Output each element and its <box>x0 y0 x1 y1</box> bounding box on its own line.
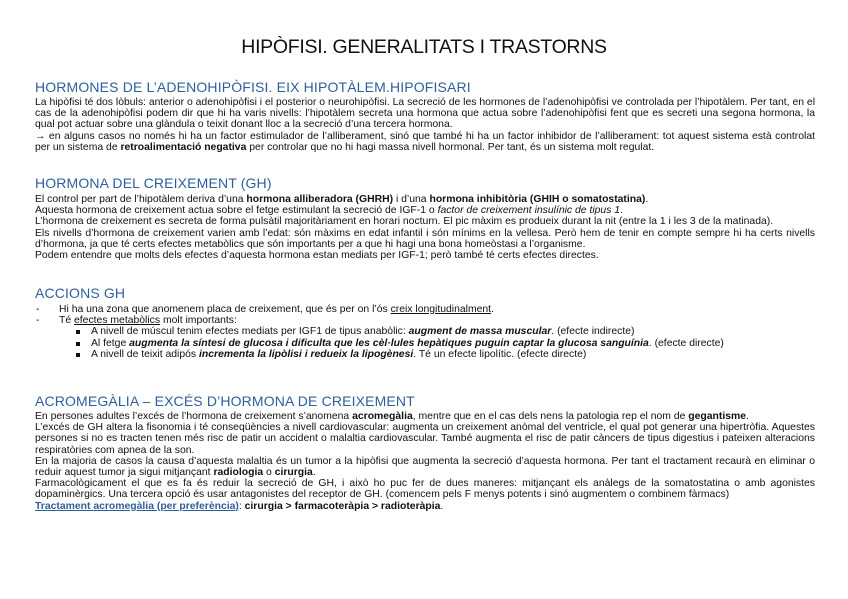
paragraph: L’excés de GH altera la fisonomia i té conseqüències a nivell cardiovascular: augmenta un creixement anòmal del ventricle, el qual pot generar una hipertròfia. Aquestes persones si no es tracten tenen més risc de patir un accident o malaltia cardiovascular. També augmenta el risc de patir càncers de tipus digestius i pateixen alteracions respiratòries com apnea de la son. <box>35 422 815 456</box>
list-item: - Hi ha una zona que anomenem placa de creixement, que és per on l’ós creix longitudinalment. <box>35 304 815 315</box>
section-body-acromegalia <box>35 411 815 512</box>
treatment-link[interactable]: Tractament acromegàlia (per preferència) <box>35 500 239 512</box>
paragraph: Farmacològicament el que es fa és reduir la secreció de GH, i això ho puc fer de dues maneres: mitjançant els anàlegs de la somatostatina o amb agonistes dopaminèrgics. Una tercera opció és usar antagonistes del receptor de GH. (comencem pels F menys potents i sinó augmentem o combinem fàrmacs) <box>35 478 815 501</box>
section-heading-adenohipofisi: HORMONES DE L’ADENOHIPÒFISI. EIX HIPOTÀLEM.HIPOFISARI <box>35 79 471 95</box>
paragraph: La hipòfisi té dos lòbuls: anterior o adenohipòfisi i el posterior o neurohipòfisi. La secreció de les hormones de l’adenohipòfisi ve controlada per l’hipotàlem. Per tant, en el cas de la adenohipòfisi podem dir que hi ha varis nivells: l’hipotàlem secreta una hormona que actua sobre l’adenohipòfisi fent que es secreti una segona hormona, la qual pot actuar sobre una glàndula o teixit donant lloc a la secreció d’una tercera hormona. <box>35 97 815 131</box>
paragraph: Tractament acromegàlia (per preferència): cirurgia > farmacoteràpia > radioteràpia. <box>35 500 444 512</box>
list-item: Al fetge augmenta la síntesi de glucosa i dificulta que les cèl·lules hepàtiques puguin captar la glucosa sanguínia. (efecte directe) <box>35 338 815 349</box>
paragraph: En la majoria de casos la causa d’aquesta malaltia és un tumor a la hipòfisi que augmenta la secreció d’aquesta hormona. Per tant el tractament recaurà en eliminar o reduir aquest tumor ja sigui mitjançant radiologia o cirurgia. <box>35 455 815 479</box>
list-item: - Té efectes metabòlics molt importants: A nivell de múscul tenim efectes mediats per IGF1 de tipus anabòlic: augment de massa muscular. (efecte indirecte) Al fetge augmenta la síntesi de glucosa i dificulta que les cèl·lules hepàtiques puguin captar la glucosa sanguínia. (efecte directe) A nivell de teixit adipós incrementa la lipòlisi i redueix la lipogènesi. Té un efecte lipolític. (efecte directe) <box>35 315 815 360</box>
paragraph: L’hormona de creixement es secreta de forma pulsàtil majoritàriament en horari nocturn. El pic màxim es produeix durant la nit (entre la 1 i les 3 de la matinada). <box>35 216 774 228</box>
paragraph: Aquesta hormona de creixement actua sobre el fetge estimulant la secreció de IGF-1 o factor de creixement insulínic de tipus 1. <box>35 205 623 217</box>
section-heading-accions: ACCIONS GH <box>35 285 126 301</box>
section-body-adenohipofisi <box>35 97 815 153</box>
paragraph: Podem entendre que molts dels efectes d’aquesta hormona estan mediats per IGF-1; però també té certs efectes directes. <box>35 250 599 262</box>
section-body-accions <box>35 304 815 360</box>
bullet-list <box>35 326 815 360</box>
section-heading-acromegalia: ACROMEGÀLIA – EXCÉS D’HORMONA DE CREIXEMENT <box>35 393 415 409</box>
dash-list <box>35 304 815 360</box>
list-item: A nivell de teixit adipós incrementa la lipòlisi i redueix la lipogènesi. Té un efecte lipolític. (efecte directe) <box>35 349 815 360</box>
paragraph: El control per part de l’hipotàlem deriva d’una hormona alliberadora (GHRH) i d’una hormona inhibitòria (GHIH o somatostatina). <box>35 194 649 205</box>
list-item: A nivell de múscul tenim efectes mediats per IGF1 de tipus anabòlic: augment de massa muscular. (efecte indirecte) <box>35 326 815 337</box>
paragraph: → en alguns casos no només hi ha un factor estimulador de l’alliberament, sinó que també hi ha un factor inhibidor de l’alliberament: tot aquest sistema està controlat per un sistema de retroalimentació negativa per controlar que no hi hagi massa nivell hormonal. Per tant, és un sistema molt regulat. <box>35 130 815 153</box>
section-body-gh <box>35 194 815 261</box>
paragraph: Els nivells d’hormona de creixement varien amb l’edat: són màxims en edat infantil i són mínims en la vellesa. Però hem de tenir en compte sempre hi ha certs nivells d’hormona, ja que té certs efectes metabòlics que són importants per a que hi hagi una bona homeòstasi a l’organisme. <box>35 227 815 250</box>
paragraph: En persones adultes l’excés de l’hormona de creixement s’anomena acromegàlia, mentre que en el cas dels nens la patologia rep el nom de gegantisme. <box>35 411 749 422</box>
section-heading-gh: HORMONA DEL CREIXEMENT (GH) <box>35 175 272 191</box>
page-title: HIPÒFISI. GENERALITATS I TRASTORNS <box>241 36 607 58</box>
